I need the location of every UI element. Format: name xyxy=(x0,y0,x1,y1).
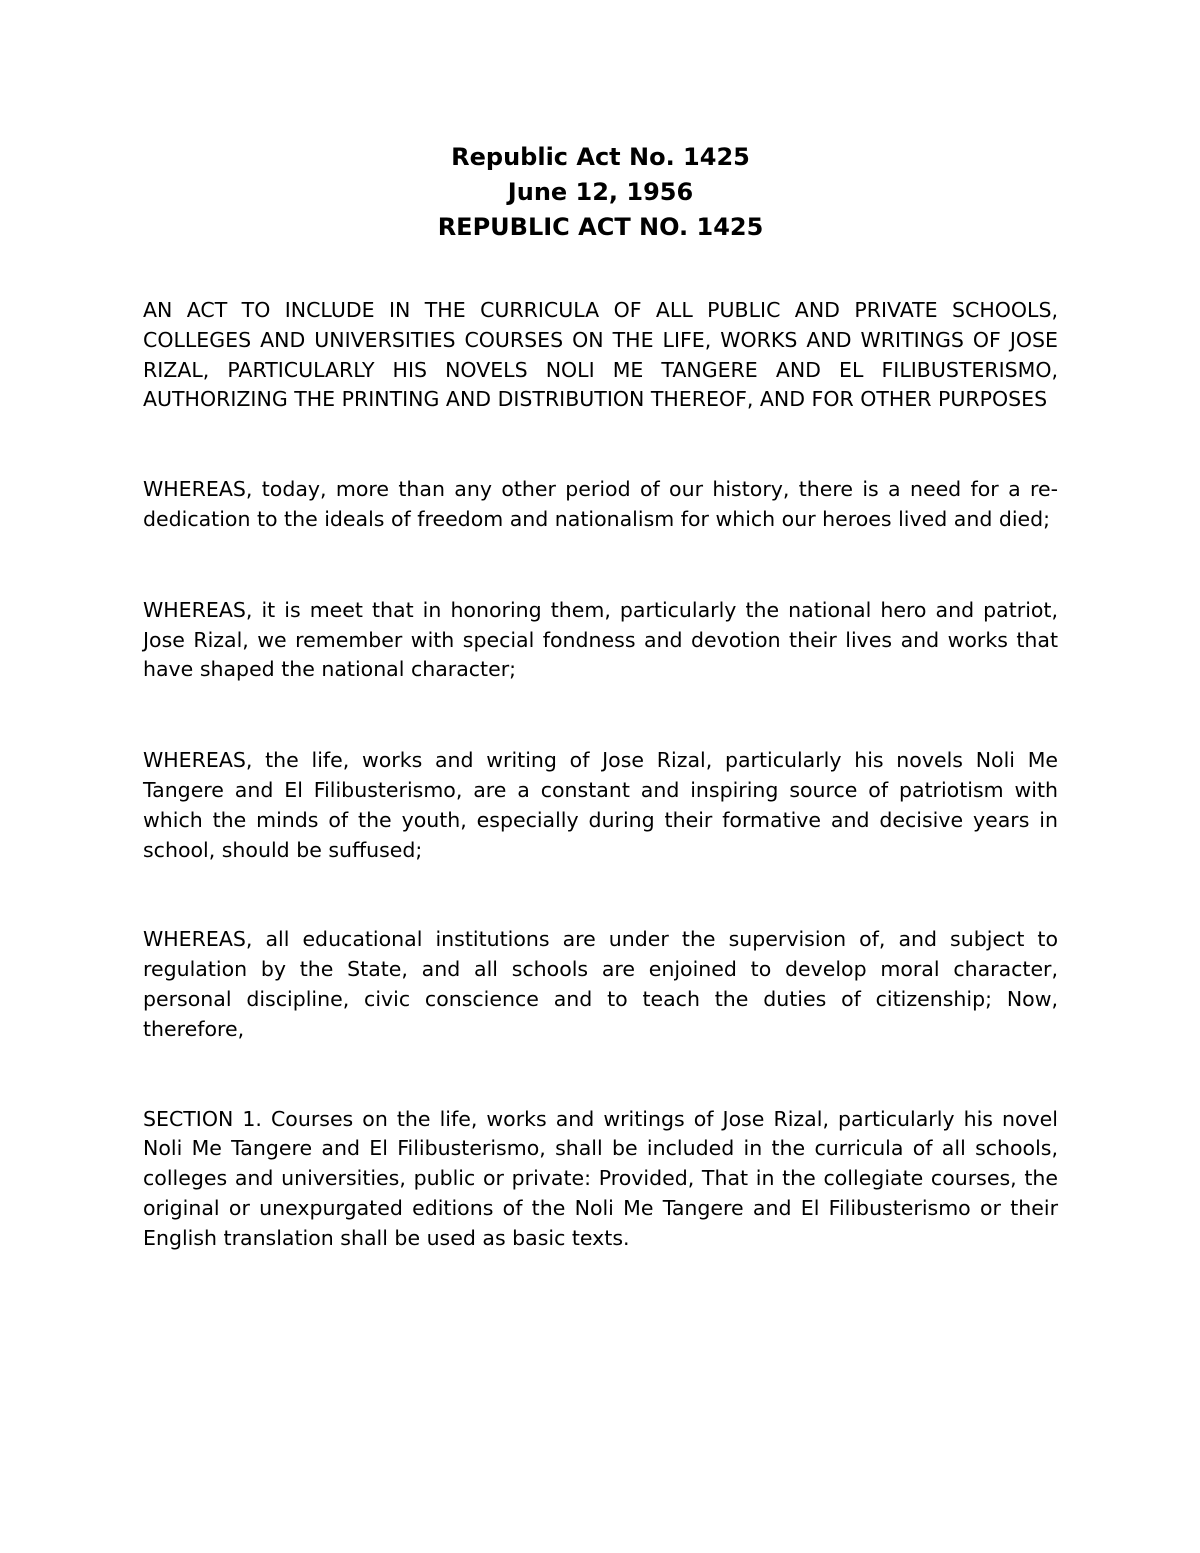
section-1: SECTION 1. Courses on the life, works and writings of Jose Rizal, particularly his novel Noli Me Tangere and El Filibusterismo, shall be included in the curricula of all schools, colleges and universities, public or private: Provided, That in the collegiate courses, the original or unexpurgated editions of the Noli Me Tangere and El Filibusterismo or their English translation shall be used as basic texts. xyxy=(143,1106,1058,1250)
heading-act-number: REPUBLIC ACT NO. 1425 xyxy=(437,213,764,241)
whereas-clause: WHEREAS, the life, works and writing of Jose Rizal, particularly his novels Noli Me Tangere and El Filibusterismo, are a constant and inspiring source of patriotism with which the minds of the youth, especially during their formative and decisive years in school, should be suffused; xyxy=(143,748,1058,862)
document-page xyxy=(143,140,1058,1254)
document-heading xyxy=(143,140,1058,245)
act-title: AN ACT TO INCLUDE IN THE CURRICULA OF ALL PUBLIC AND PRIVATE SCHOOLS, COLLEGES AND UNIVERSITIES COURSES ON THE LIFE, WORKS AND WRITINGS OF JOSE RIZAL, PARTICULARLY HIS NOVELS NOLI ME TANGERE AND EL FILIBUSTERISMO, AUTHORIZING THE PRINTING AND DISTRIBUTION THEREOF, AND FOR OTHER PURPOSES xyxy=(143,298,1058,412)
whereas-clause: WHEREAS, today, more than any other period of our history, there is a need for a re-dedication to the ideals of freedom and nationalism for which our heroes lived and died; xyxy=(143,477,1058,531)
whereas-clause: WHEREAS, all educational institutions are under the supervision of, and subject to regulation by the State, and all schools are enjoined to develop moral character, personal discipline, civic conscience and to teach the duties of citizenship; Now, therefore, xyxy=(143,927,1058,1041)
heading-date: June 12, 1956 xyxy=(507,178,694,206)
whereas-clause: WHEREAS, it is meet that in honoring them, particularly the national hero and patriot, Jose Rizal, we remember with special fondness and devotion their lives and works that have shaped the national character; xyxy=(143,597,1058,682)
heading-act-name: Republic Act No. 1425 xyxy=(451,143,750,171)
